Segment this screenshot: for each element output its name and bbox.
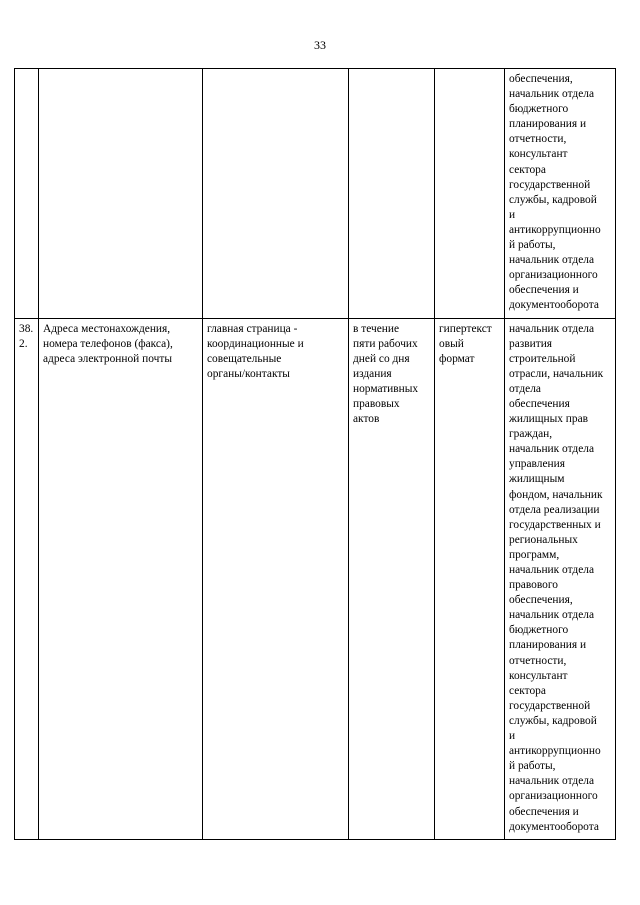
- information-table: [14, 68, 616, 840]
- table-row: [15, 318, 616, 839]
- information-cell: [39, 69, 203, 319]
- location-cell: [203, 69, 349, 319]
- responsible-cell: начальник отдела развития строительной отрасли, начальник отдела обеспечения жилищных прав граждан, начальник отдела управления жилищным фондом, начальник отдела реализации государственных и региональных программ, начальник отдела правового обеспечения, начальник отдела бюджетного планирования и отчетности, консультант сектора государственной службы, кадровой и антикоррупционно й работы, начальник отдела организационного обеспечения и документооборота: [505, 318, 616, 839]
- term-cell: [349, 69, 435, 319]
- location-cell: главная страница - координационные и совещательные органы/контакты: [203, 318, 349, 839]
- responsible-cell: обеспечения, начальник отдела бюджетного планирования и отчетности, консультант сектора государственной службы, кадровой и антикоррупционно й работы, начальник отдела организационного обеспечения и документооборота: [505, 69, 616, 319]
- table-row: [15, 69, 616, 319]
- format-cell: гипертекст овый формат: [435, 318, 505, 839]
- row-number-cell: [15, 69, 39, 319]
- format-cell: [435, 69, 505, 319]
- row-number-cell: 38. 2.: [15, 318, 39, 839]
- page-number: 33: [314, 38, 326, 52]
- term-cell: в течение пяти рабочих дней со дня издания нормативных правовых актов: [349, 318, 435, 839]
- information-cell: Адреса местонахождения, номера телефонов (факса), адреса электронной почты: [39, 318, 203, 839]
